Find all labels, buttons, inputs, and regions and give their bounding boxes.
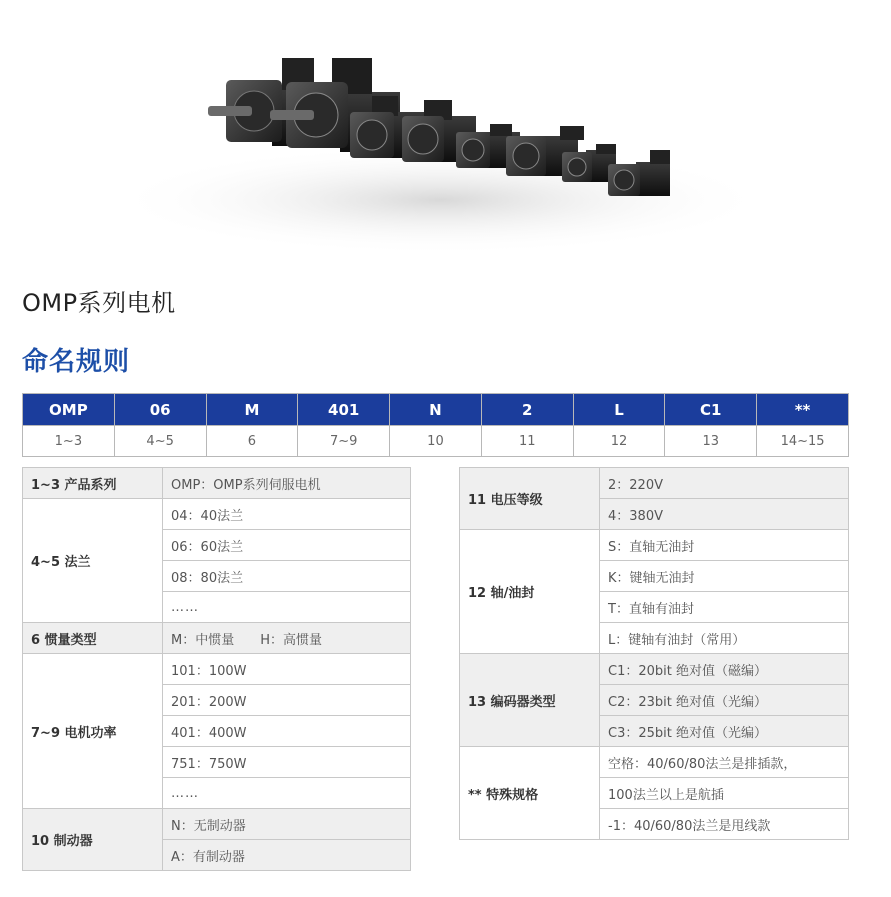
position-cell: 4~5 [114,426,206,457]
spec-row [460,530,849,561]
spec-table-right [459,467,849,840]
code-cell: N [390,394,482,426]
position-cell: 13 [665,426,757,457]
spec-value: 空格：40/60/80法兰是排插款， [600,747,849,778]
position-cell: 11 [481,426,573,457]
position-cell: 14~15 [757,426,849,457]
spec-key: 1~3 产品系列 [23,468,163,499]
page-title: OMP系列电机 [22,289,176,317]
code-cell: M [206,394,298,426]
code-cell: 401 [298,394,390,426]
spec-value: C2：23bit 绝对值（光编） [600,685,849,716]
code-header-row [23,394,849,426]
spec-value: 06：60法兰 [163,530,411,561]
spec-value: T：直轴有油封 [600,592,849,623]
position-cell: 1~3 [23,426,115,457]
code-cell: 2 [481,394,573,426]
spec-row [460,747,849,778]
spec-value: N：无制动器 [163,809,411,840]
spec-key: 13 编码器类型 [460,654,600,747]
position-cell: 6 [206,426,298,457]
spec-value: …… [163,592,411,623]
spec-row [23,809,411,840]
spec-value: 100法兰以上是航插 [600,778,849,809]
spec-value: 04：40法兰 [163,499,411,530]
spec-key: 12 轴/油封 [460,530,600,654]
spec-value [163,623,411,654]
spec-value: 2：220V [600,468,849,499]
spec-row [23,499,411,530]
code-cell: OMP [23,394,115,426]
position-cell: 10 [390,426,482,457]
code-cell: 06 [114,394,206,426]
spec-row [460,654,849,685]
inertia-h-text: H：高惯量 [260,632,322,648]
spec-value: A：有制动器 [163,840,411,871]
spec-value: 08：80法兰 [163,561,411,592]
spec-value: L：键轴有油封（常用） [600,623,849,654]
spec-key: 10 制动器 [23,809,163,871]
spec-value: C3：25bit 绝对值（光编） [600,716,849,747]
model-code-table [22,393,849,457]
spec-row [460,468,849,499]
naming-rules-heading: 命名规则 [22,347,131,377]
spec-value: 751：750W [163,747,411,778]
spec-table-left [22,467,411,871]
spec-value: …… [163,778,411,809]
spec-key: 6 惯量类型 [23,623,163,654]
spec-key: 11 电压等级 [460,468,600,530]
spec-key: ** 特殊规格 [460,747,600,840]
inertia-m-text: M：中惯量 [171,632,235,648]
code-cell: L [573,394,665,426]
spec-row [23,468,411,499]
spec-value: C1：20bit 绝对值（磁编） [600,654,849,685]
spec-value: OMP：OMP系列伺服电机 [163,468,411,499]
spec-value: 4：380V [600,499,849,530]
spec-value: 101：100W [163,654,411,685]
spec-value: K：键轴无油封 [600,561,849,592]
spec-row [23,654,411,685]
code-cell: ** [757,394,849,426]
spec-key: 7~9 电机功率 [23,654,163,809]
spec-value: S：直轴无油封 [600,530,849,561]
spec-value: 201：200W [163,685,411,716]
position-cell: 12 [573,426,665,457]
spec-value: -1：40/60/80法兰是甩线款 [600,809,849,840]
spec-row [23,623,411,654]
position-cell: 7~9 [298,426,390,457]
motor-lineup-image [0,0,891,265]
code-cell: C1 [665,394,757,426]
spec-key: 4~5 法兰 [23,499,163,623]
spec-value: 401：400W [163,716,411,747]
code-position-row [23,426,849,457]
